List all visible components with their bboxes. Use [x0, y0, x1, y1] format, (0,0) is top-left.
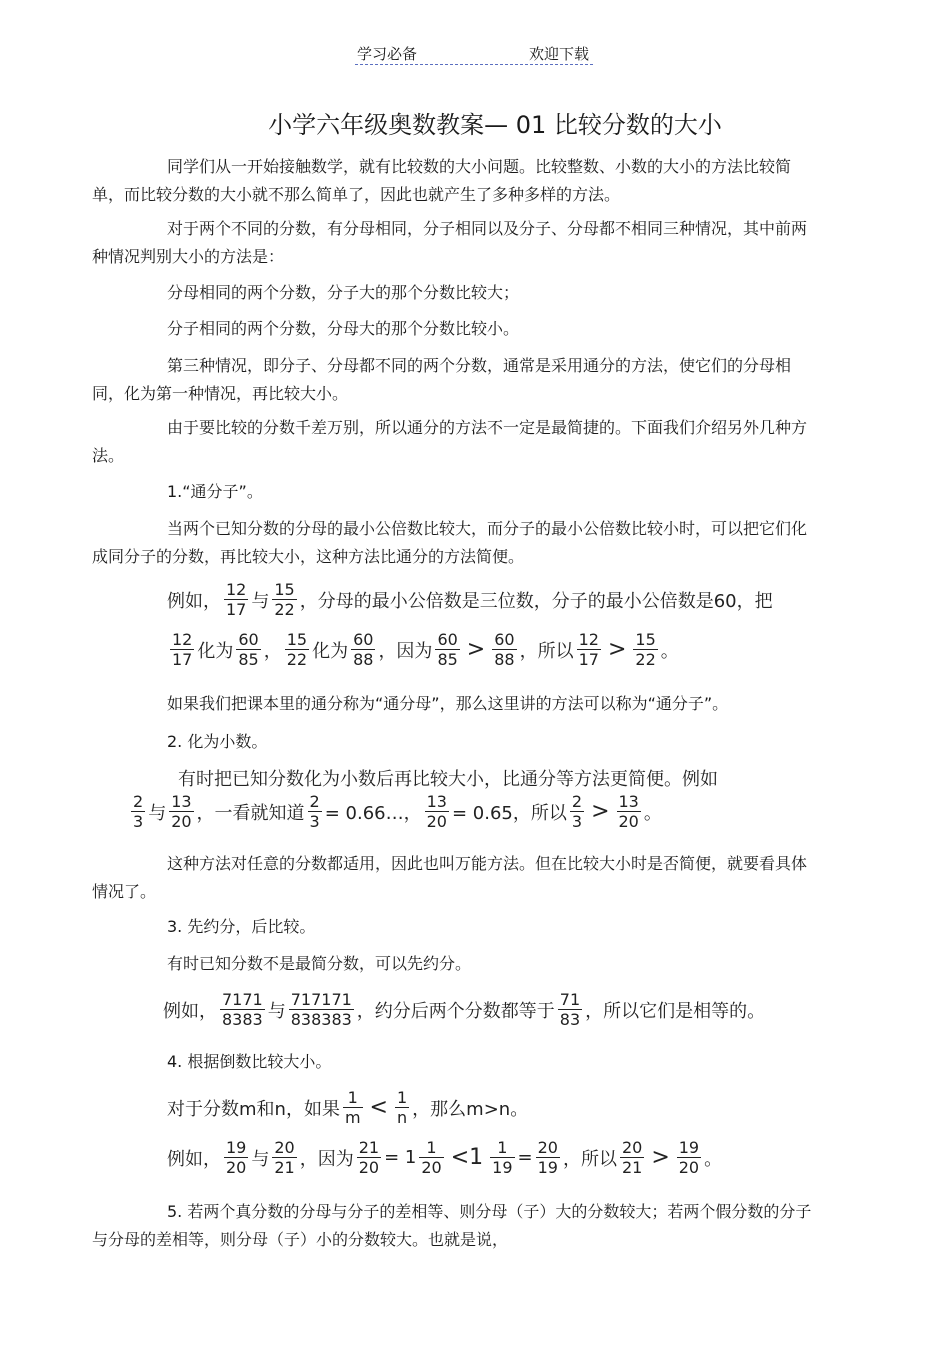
- fraction: [577, 630, 601, 669]
- numerator: 19: [226, 1138, 247, 1157]
- text: ，所以: [519, 640, 574, 662]
- numerator: 1: [497, 1138, 508, 1157]
- text: 与: [148, 802, 167, 824]
- numerator: 12: [226, 580, 247, 599]
- numerator: 20: [537, 1138, 558, 1157]
- numerator: 1: [396, 1088, 408, 1107]
- text: 。: [704, 1148, 723, 1170]
- numerator: 2: [309, 792, 320, 811]
- text: ，因为: [378, 640, 433, 662]
- denominator: n: [397, 1108, 408, 1127]
- fraction: [169, 792, 193, 831]
- numerator: 20: [621, 1138, 643, 1157]
- fraction: [289, 990, 354, 1029]
- denominator: 20: [171, 812, 192, 831]
- numerator: 15: [635, 630, 656, 649]
- text: ，因为: [299, 1148, 354, 1170]
- fraction: [224, 1138, 248, 1177]
- example-2-line-2: [128, 792, 662, 831]
- method-2-heading: 2. 化为小数。: [167, 732, 268, 751]
- fraction: [492, 630, 516, 669]
- paragraph-tongfenzi-naming: 如果我们把课本里的通分称为“通分母”，那么这里讲的方法可以称为“通分子”。: [167, 694, 729, 713]
- fraction: [220, 990, 265, 1029]
- fraction: [236, 630, 260, 669]
- paragraph-method-1: 当两个已知分数的分母的最小公倍数比较大，而分子的最小公倍数比较小时，可以把它们化成同分子的分数，再比较大小，这种方法比通分的方法简便。: [92, 519, 808, 566]
- text: 与: [267, 1000, 286, 1022]
- numerator: 15: [274, 580, 295, 599]
- denominator: 3: [571, 812, 583, 831]
- numerator: 20: [274, 1138, 295, 1157]
- less-than-sign: <: [369, 1095, 388, 1120]
- fraction: [536, 1138, 560, 1177]
- denominator: 22: [274, 600, 295, 619]
- denominator: 22: [635, 650, 656, 669]
- page-header: [355, 44, 593, 65]
- fraction: [425, 792, 449, 831]
- text: 对于分数m和n，如果: [167, 1098, 340, 1120]
- text: = 0.66…，: [324, 802, 422, 824]
- numerator: 60: [238, 630, 259, 649]
- fraction: [620, 1138, 644, 1177]
- text: 化为: [197, 640, 234, 662]
- paragraph-intro: 同学们从一开始接触数学，就有比较数的大小问题。比较整数、小数的大小的方法比较简单，而比较分数的大小就不那么简单了，因此也就产生了多种多样的方法。: [92, 157, 792, 204]
- fraction: [351, 630, 375, 669]
- text: = 0.65，所以: [451, 802, 567, 824]
- fraction: [272, 580, 296, 619]
- fraction: [285, 630, 309, 669]
- method-4-heading: 4. 根据倒数比较大小。: [167, 1052, 332, 1071]
- numerator: 12: [172, 630, 193, 649]
- numerator: 60: [437, 630, 458, 649]
- denominator: 17: [172, 650, 193, 669]
- denominator: 88: [494, 650, 515, 669]
- text: 与: [251, 590, 270, 612]
- text: ，分母的最小公倍数是三位数，分子的最小公倍数是60，把: [299, 590, 773, 612]
- numerator: 21: [358, 1138, 380, 1157]
- numerator: 13: [171, 792, 192, 811]
- text: 有时把已知分数化为小数后再比较大小，比通分等方法更简便。例如: [178, 769, 718, 790]
- numerator: 15: [286, 630, 308, 649]
- fraction: [395, 1088, 409, 1127]
- denominator: 88: [353, 650, 374, 669]
- less-than-sign: <1: [450, 1145, 484, 1170]
- text: =: [517, 1147, 533, 1168]
- numerator: 1: [426, 1138, 437, 1157]
- example-1-line-2: [167, 630, 679, 669]
- denominator: 21: [274, 1158, 295, 1177]
- method-1-heading: 1.“通分子”。: [167, 482, 263, 501]
- text: ，所以: [562, 1148, 617, 1170]
- numerator: 2: [571, 792, 583, 811]
- denominator: 838383: [290, 1010, 352, 1029]
- fraction: [308, 792, 322, 831]
- fraction: [435, 630, 459, 669]
- numerator: 7171: [222, 990, 263, 1009]
- paragraph-three-cases: 对于两个不同的分数，有分母相同，分子相同以及分子、分母都不相同三种情况，其中前两种情况判别大小的方法是：: [92, 219, 808, 266]
- rule-same-numerator: 分子相同的两个分数，分母大的那个分数比较小。: [167, 319, 520, 338]
- text: 例如，: [167, 590, 221, 612]
- text: 。: [643, 802, 662, 824]
- text: ，一看就知道: [196, 802, 305, 824]
- numerator: 717171: [290, 990, 352, 1009]
- paragraph-reduce-first: 有时已知分数不是最简分数，可以先约分。: [167, 954, 472, 973]
- numerator: 1: [347, 1088, 358, 1107]
- paragraph-other-methods: 由于要比较的分数千差万别，所以通分的方法不一定是最简捷的。下面我们介绍另外几种方法。: [92, 418, 808, 465]
- denominator: 8383: [222, 1010, 263, 1029]
- example-1-line-1: [167, 580, 773, 619]
- method-3-heading: 3. 先约分，后比较。: [167, 917, 316, 936]
- example-4-line-1: [167, 1088, 528, 1127]
- numerator: 12: [578, 630, 599, 649]
- denominator: 19: [492, 1158, 513, 1177]
- fraction: [357, 1138, 381, 1177]
- fraction: [558, 990, 582, 1029]
- text: 。: [660, 640, 679, 662]
- paragraph-third-case: 第三种情况，即分子、分母都不同的两个分数，通常是采用通分的方法，使它们的分母相同，化为第一种情况，再比较大小。: [92, 356, 792, 403]
- numerator: 19: [678, 1138, 700, 1157]
- denominator: 20: [618, 812, 639, 831]
- denominator: 17: [226, 600, 247, 619]
- document-title: 小学六年级奥数教案— 01 比较分数的大小: [268, 111, 722, 139]
- denominator: 85: [238, 650, 259, 669]
- text: ，: [263, 640, 282, 662]
- denominator: 17: [578, 650, 599, 669]
- denominator: 19: [537, 1158, 558, 1177]
- example-3-line: [163, 990, 765, 1029]
- denominator: 22: [286, 650, 308, 669]
- text: = 1: [384, 1147, 417, 1168]
- greater-than-sign: >: [651, 1145, 670, 1170]
- fraction: [272, 1138, 296, 1177]
- denominator: 21: [621, 1158, 643, 1177]
- fraction: [343, 1088, 363, 1127]
- text: ，那么m>n。: [412, 1098, 529, 1120]
- numerator: 2: [133, 792, 144, 811]
- numerator: 71: [559, 990, 581, 1009]
- rule-same-denominator: 分母相同的两个分数，分子大的那个分数比较大；: [167, 283, 520, 302]
- numerator: 60: [353, 630, 374, 649]
- denominator: 85: [437, 650, 458, 669]
- example-4-line-2: [167, 1138, 722, 1177]
- fraction: [617, 792, 641, 831]
- fraction: [490, 1138, 514, 1177]
- fraction: [570, 792, 584, 831]
- denominator: 20: [426, 812, 447, 831]
- text: 例如，: [167, 1148, 221, 1170]
- denominator: 3: [309, 812, 320, 831]
- greater-than-sign: >: [591, 799, 610, 824]
- paragraph-method-5: 5. 若两个真分数的分母与分子的差相等、则分母（子）大的分数较大；若两个假分数的分子与分母的差相等，则分母（子）小的分数较大。也就是说，: [92, 1202, 812, 1249]
- numerator: 13: [426, 792, 447, 811]
- denominator: 20: [358, 1158, 380, 1177]
- paragraph-universal-method: 这种方法对任意的分数都适用，因此也叫万能方法。但在比较大小时是否简便，就要看具体情况了。: [92, 854, 808, 901]
- text: 化为: [312, 640, 349, 662]
- fraction: [677, 1138, 701, 1177]
- fraction: [224, 580, 248, 619]
- header-right-text: 欢迎下载: [528, 45, 589, 63]
- text: ，所以它们是相等的。: [585, 1000, 766, 1022]
- denominator: 20: [226, 1158, 247, 1177]
- fraction: [419, 1138, 443, 1177]
- text: ，约分后两个分数都等于: [356, 1000, 555, 1022]
- denominator: 83: [559, 1010, 581, 1029]
- example-2-line-1: [178, 765, 718, 791]
- numerator: 13: [618, 792, 639, 811]
- denominator: m: [344, 1108, 361, 1127]
- denominator: 3: [133, 812, 144, 831]
- denominator: 20: [421, 1158, 442, 1177]
- greater-than-sign: >: [607, 637, 627, 662]
- greater-than-sign: >: [466, 637, 486, 662]
- denominator: 20: [678, 1158, 700, 1177]
- fraction: [170, 630, 194, 669]
- header-left-text: 学习必备: [357, 45, 418, 63]
- fraction: [633, 630, 657, 669]
- text: 例如，: [163, 1000, 217, 1022]
- text: 与: [251, 1148, 270, 1170]
- fraction: [131, 792, 145, 831]
- numerator: 60: [494, 630, 515, 649]
